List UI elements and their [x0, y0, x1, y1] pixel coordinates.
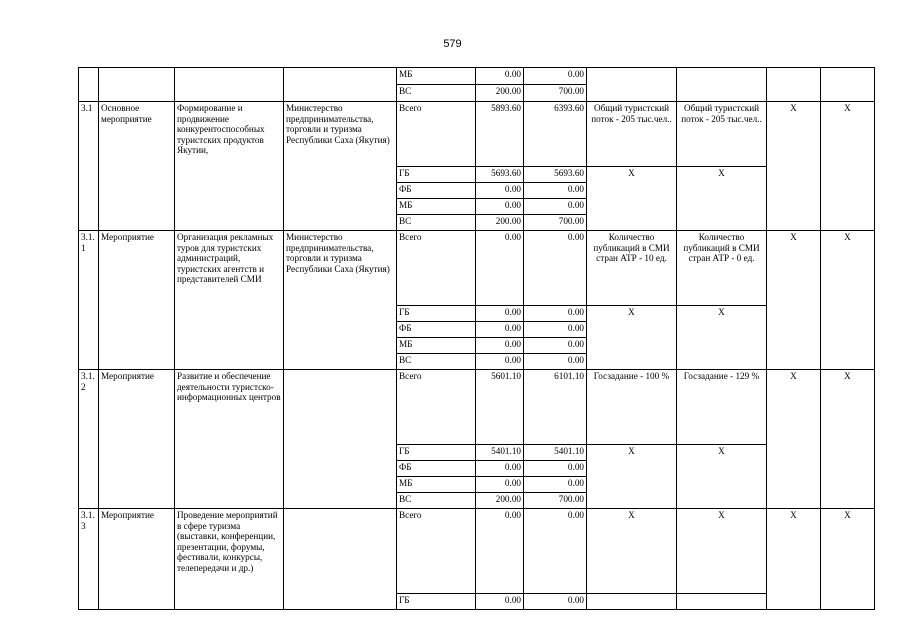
mark-cell: X: [821, 231, 875, 370]
source-cell: МБ: [397, 338, 476, 354]
indicator-fact: Количество публикаций в СМИ стран АТР - 0 ед.: [677, 231, 767, 306]
table-body: [79, 68, 875, 610]
amount-cell: 6101.10: [524, 370, 587, 445]
amount-cell: 5693.60: [524, 167, 587, 183]
program-table: [78, 67, 875, 610]
indicator-fact: X: [677, 167, 767, 231]
source-cell: ГБ: [397, 167, 476, 183]
block-total-row: [79, 102, 875, 167]
indicator-fact: Общий туристский поток - 205 тыс.чел..: [677, 102, 767, 167]
source-cell: ФБ: [397, 183, 476, 199]
block-total-row: [79, 509, 875, 594]
mark-cell: X: [767, 102, 821, 231]
amount-cell: 700.00: [524, 85, 587, 102]
source-cell: ГБ: [397, 594, 476, 610]
amount-cell: 0.00: [524, 183, 587, 199]
source-cell: МБ: [397, 68, 476, 85]
continuation-cell: [587, 68, 677, 102]
amount-cell: 0.00: [476, 231, 524, 306]
amount-cell: 0.00: [476, 338, 524, 354]
item-name: Развитие и обеспечение деятельности туристско-информационных центров: [175, 370, 284, 509]
amount-cell: 700.00: [524, 493, 587, 509]
amount-cell: 5893.60: [476, 102, 524, 167]
source-cell: ВС: [397, 493, 476, 509]
indicator-fact: X: [677, 306, 767, 370]
amount-cell: 0.00: [524, 231, 587, 306]
amount-cell: 0.00: [524, 338, 587, 354]
amount-cell: 5693.60: [476, 167, 524, 183]
continuation-cell: [677, 68, 767, 102]
indicator-plan: X: [587, 445, 677, 509]
amount-cell: 0.00: [476, 68, 524, 85]
continuation-cell: [767, 68, 821, 102]
amount-cell: 0.00: [524, 199, 587, 215]
indicator-plan: X: [587, 509, 677, 594]
amount-cell: 200.00: [476, 215, 524, 231]
block-total-row: [79, 231, 875, 306]
indicator-fact: X: [677, 445, 767, 509]
amount-cell: 0.00: [476, 183, 524, 199]
continuation-cell: [99, 68, 175, 102]
amount-cell: 5401.10: [524, 445, 587, 461]
indicator-fact: [677, 594, 767, 610]
item-number: 3.1. 2: [79, 370, 99, 509]
amount-cell: 0.00: [476, 509, 524, 594]
block-total-row: [79, 370, 875, 445]
amount-cell: 0.00: [476, 477, 524, 493]
mark-cell: X: [767, 509, 821, 610]
amount-cell: 0.00: [524, 354, 587, 370]
mark-cell: X: [821, 102, 875, 231]
item-executor: [284, 509, 397, 610]
indicator-plan: X: [587, 306, 677, 370]
item-name: Формирование и продвижение конкурентоспособных туристских продуктов Якутии,: [175, 102, 284, 231]
amount-cell: 200.00: [476, 85, 524, 102]
source-cell: ВС: [397, 85, 476, 102]
source-cell: Всего: [397, 509, 476, 594]
amount-cell: 6393.60: [524, 102, 587, 167]
source-cell: ГБ: [397, 445, 476, 461]
source-cell: ГБ: [397, 306, 476, 322]
source-cell: Всего: [397, 231, 476, 306]
continuation-cell: [79, 68, 99, 102]
mark-cell: X: [767, 231, 821, 370]
amount-cell: 0.00: [476, 594, 524, 610]
indicator-plan: Количество публикаций в СМИ стран АТР - 10 ед.: [587, 231, 677, 306]
source-cell: ФБ: [397, 461, 476, 477]
amount-cell: 5601.10: [476, 370, 524, 445]
amount-cell: 0.00: [476, 354, 524, 370]
item-executor: Министерство предпринимательства, торговли и туризма Республики Саха (Якутия): [284, 102, 397, 231]
amount-cell: 0.00: [476, 461, 524, 477]
amount-cell: 700.00: [524, 215, 587, 231]
source-cell: ВС: [397, 215, 476, 231]
amount-cell: 0.00: [524, 68, 587, 85]
amount-cell: 0.00: [524, 461, 587, 477]
table-row: [79, 68, 875, 85]
amount-cell: 0.00: [524, 322, 587, 338]
amount-cell: 0.00: [476, 322, 524, 338]
item-executor: [284, 370, 397, 509]
amount-cell: 0.00: [524, 306, 587, 322]
indicator-plan: Госзадание - 100 %: [587, 370, 677, 445]
amount-cell: 5401.10: [476, 445, 524, 461]
amount-cell: 0.00: [524, 594, 587, 610]
indicator-fact: Госзадание - 129 %: [677, 370, 767, 445]
source-cell: Всего: [397, 102, 476, 167]
source-cell: ФБ: [397, 322, 476, 338]
indicator-fact: X: [677, 509, 767, 594]
continuation-cell: [175, 68, 284, 102]
item-number: 3.1: [79, 102, 99, 231]
amount-cell: 200.00: [476, 493, 524, 509]
amount-cell: 0.00: [476, 306, 524, 322]
item-number: 3.1. 3: [79, 509, 99, 610]
item-type: Мероприятие: [99, 231, 175, 370]
item-type: Мероприятие: [99, 370, 175, 509]
mark-cell: X: [821, 509, 875, 610]
amount-cell: 0.00: [524, 477, 587, 493]
continuation-cell: [284, 68, 397, 102]
indicator-plan: X: [587, 167, 677, 231]
continuation-cell: [821, 68, 875, 102]
item-number: 3.1. 1: [79, 231, 99, 370]
source-cell: ВС: [397, 354, 476, 370]
amount-cell: 0.00: [476, 199, 524, 215]
item-executor: Министерство предпринимательства, торговли и туризма Республики Саха (Якутия): [284, 231, 397, 370]
mark-cell: X: [767, 370, 821, 509]
source-cell: Всего: [397, 370, 476, 445]
item-type: Мероприятие: [99, 509, 175, 610]
page-number: 579: [443, 38, 462, 50]
source-cell: МБ: [397, 199, 476, 215]
item-name: Проведение мероприятий в сфере туризма (выставки, конференции, презентации, форумы, фестивали, конкурсы, телепередачи и др.): [175, 509, 284, 610]
indicator-plan: Общий туристский поток - 205 тыс.чел..: [587, 102, 677, 167]
amount-cell: 0.00: [524, 509, 587, 594]
item-type: Основное мероприятие: [99, 102, 175, 231]
mark-cell: X: [821, 370, 875, 509]
item-name: Организация рекламных туров для туристских администраций, туристских агентств и представителей СМИ: [175, 231, 284, 370]
indicator-plan: [587, 594, 677, 610]
source-cell: МБ: [397, 477, 476, 493]
